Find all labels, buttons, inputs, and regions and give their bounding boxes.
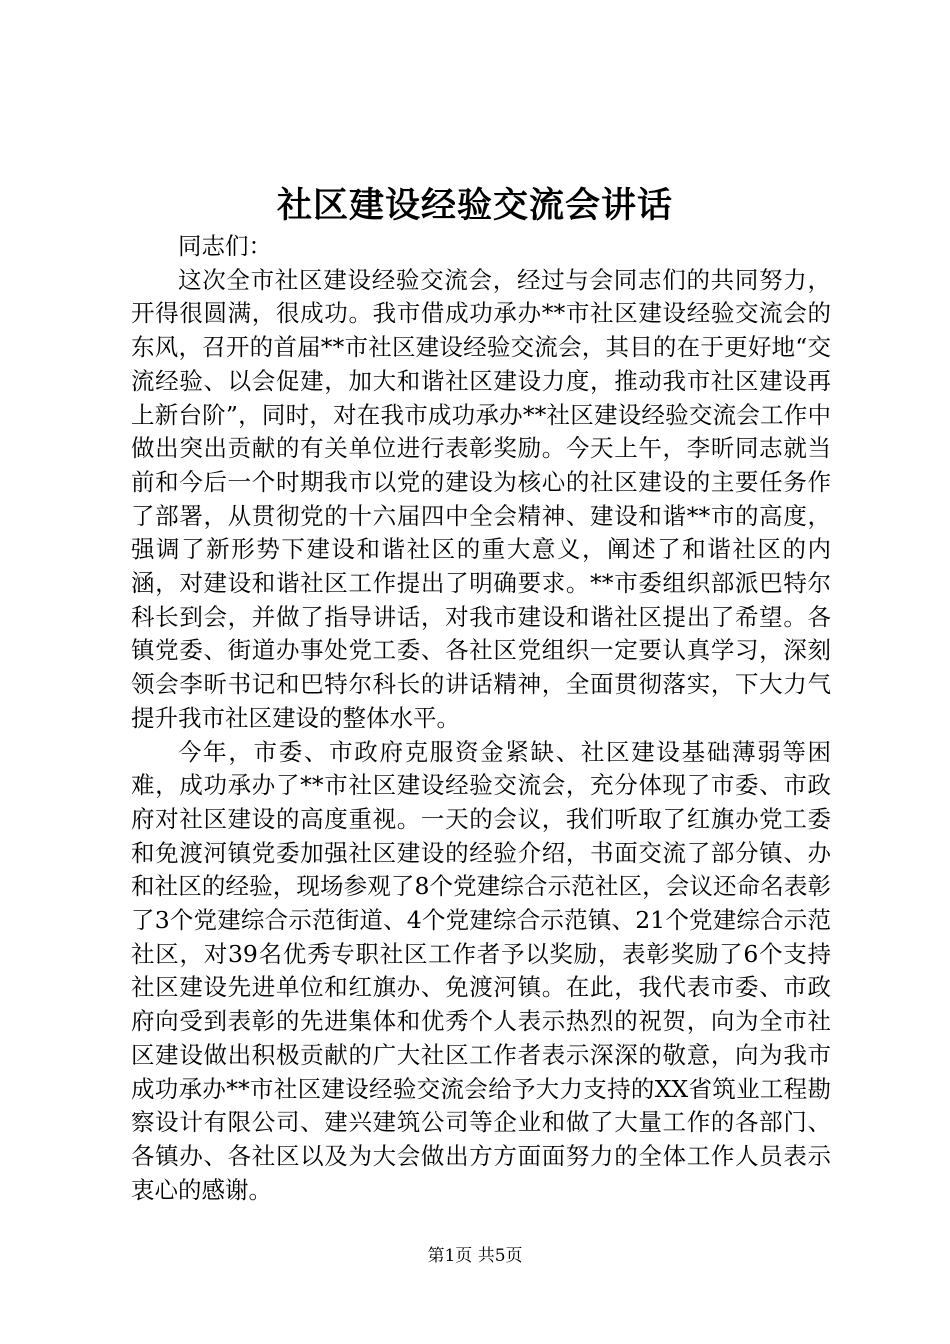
paragraph-1: 这次全市社区建设经验交流会，经过与会同志们的共同努力，开得很圆满，很成功。我市借成功承办**市社区建设经验交流会的东风，召开的首届**市社区建设经验交流会，其目的在于更好地“交流经验、以会促建，加大和谐社区建设力度，推动我市社区建设再上新台阶”，同时，对在我市成功承办**社区建设经验交流会工作中做出突出贡献的有关单位进行表彰奖励。今天上午，李昕同志就当前和今后一个时期我市以党的建设为核心的社区建设的主要任务作了部署，从贯彻党的十六届四中全会精神、建设和谐**市的高度，强调了新形势下建设和谐社区的重大意义，阐述了和谐社区的内涵，对建设和谐社区工作提出了明确要求。**市委组织部派巴特尔科长到会，并做了指导讲话，对我市建设和谐社区提出了希望。各镇党委、街道办事处党工委、各社区党组织一定要认真学习，深刻领会李昕书记和巴特尔科长的讲话精神，全面贯彻落实，下大力气提升我市社区建设的整体水平。 xyxy=(131,265,831,732)
document-body xyxy=(131,230,831,1207)
page-footer: 第1页 共5页 xyxy=(427,1246,523,1266)
document-title: 社区建设经验交流会讲话 xyxy=(276,185,673,226)
salutation: 同志们： xyxy=(178,232,272,260)
paragraph-2: 今年，市委、市政府克服资金紧缺、社区建设基础薄弱等困难，成功承办了**市社区建设经验交流会，充分体现了市委、市政府对社区建设的高度重视。一天的会议，我们听取了红旗办党工委和免渡河镇党委加强社区建设的经验介绍，书面交流了部分镇、办和社区的经验，现场参观了8个党建综合示范社区，会议还命名表彰了3个党建综合示范街道、4个党建综合示范镇、21个党建综合示范社区，对39名优秀专职社区工作者予以奖励，表彰奖励了6个支持社区建设先进单位和红旗办、免渡河镇。在此，我代表市委、市政府向受到表彰的先进集体和优秀个人表示热烈的祝贺，向为全市社区建设做出积极贡献的广大社区工作者表示深深的敬意，向为我市成功承办**市社区建设经验交流会给予大力支持的XX省筑业工程勘察设计有限公司、建兴建筑公司等企业和做了大量工作的各部门、各镇办、各社区以及为大会做出方方面面努力的全体工作人员表示衷心的感谢。 xyxy=(131,737,831,1204)
